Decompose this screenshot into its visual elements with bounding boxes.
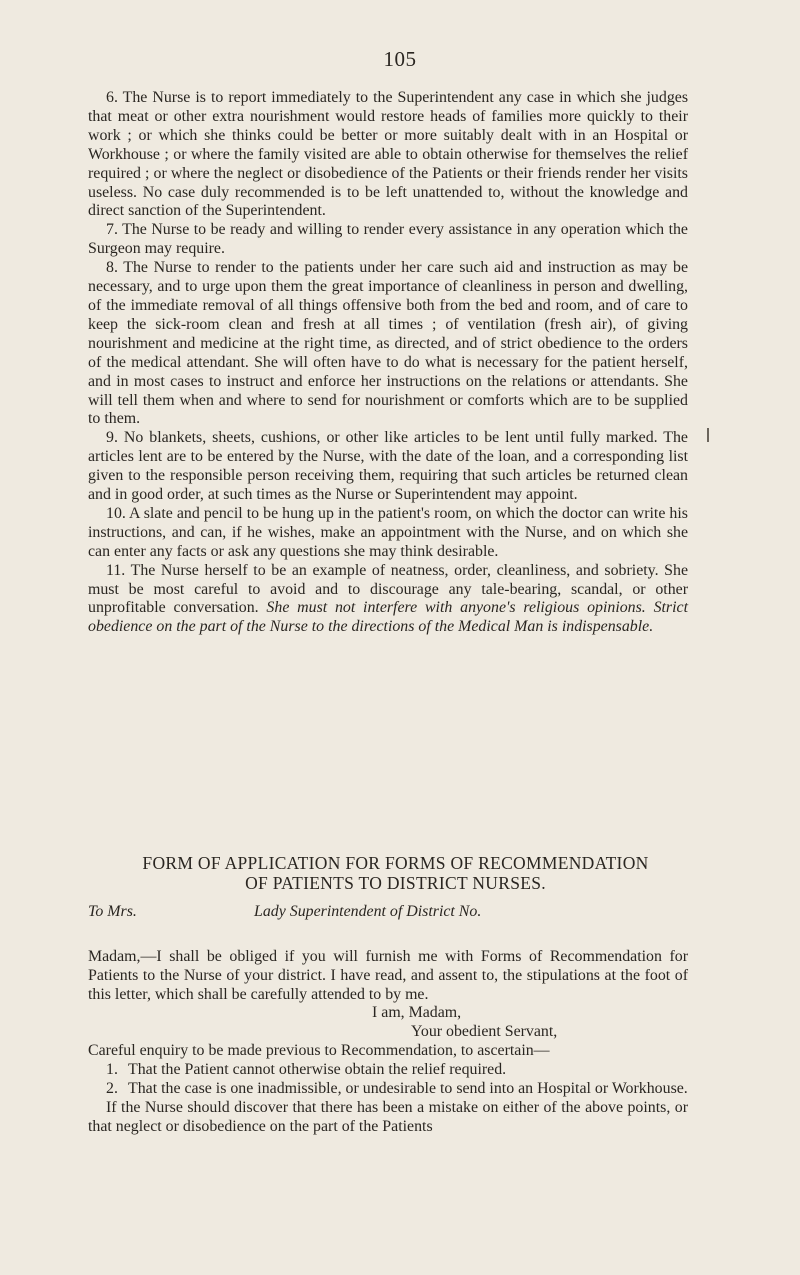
- condition-number: 1.: [106, 1060, 118, 1078]
- rule-text: The Nurse herself to be an example of neatness, order, cleanliness, and sobriety. She must be most careful to avoid and to discourage any tale-bearing, scandal, or other unprofitable conversation.: [88, 561, 689, 617]
- enquiry-intro: Careful enquiry to be made previous to Recommendation, to ascertain—: [88, 1042, 550, 1059]
- rule-text: A slate and pencil to be hung up in the patient's room, on which the doctor can write his instructions, and can, if he wishes, make an appointment with the Nurse, and on which she can enter any facts or ask any questions she may think desirable.: [88, 504, 688, 560]
- closing-line-1: I am, Madam,: [372, 1004, 462, 1021]
- enquiry-section: [88, 1042, 688, 1137]
- rule-number: 9.: [106, 429, 118, 447]
- closing-line-2: Your obedient Servant,: [411, 1023, 558, 1040]
- form-title: [88, 853, 703, 893]
- rule-text: The Nurse is to report immediately to the Superintendent any case in which she judges that meat or other extra nourishment would restore heads of families more quickly to their work ; or which she thinks could be better or more suitably dealt with in an Hospital or Workhouse ; or where the family visited are able to obtain otherwise for themselves the relief required ; or where the neglect or disobedience of the Patients or their friends render her visits useless. No case duly recommended is to be left unattended to, without the knowledge and direct sanction of the Superintendent.: [88, 89, 689, 220]
- letter-paragraph: Madam,—I shall be obliged if you will furnish me with Forms of Recommendation for Patients to the Nurse of your district. I have read, and assent to, the stipulations at the foot of this letter, which shall be carefully attended to by me.: [88, 948, 688, 1003]
- rule-10: [88, 505, 688, 562]
- condition-text: That the Patient cannot otherwise obtain the relief required.: [128, 1060, 507, 1078]
- letter-body: [88, 948, 688, 1005]
- rule-number: 7.: [106, 221, 118, 239]
- form-title-line-1: FORM OF APPLICATION FOR FORMS OF RECOMMENDATION: [142, 853, 649, 873]
- conditions-list: [88, 1061, 688, 1099]
- rule-8: [88, 259, 688, 429]
- rule-number: 8.: [106, 259, 118, 277]
- rule-italic-text: She must not interfere with anyone's religious opinions. Strict obedience on the part of the Nurse to the directions of the Medical Man is indispensable.: [88, 599, 688, 636]
- rule-number: 11.: [106, 561, 126, 579]
- to-label: To Mrs.: [88, 903, 137, 920]
- rule-text: No blankets, sheets, cushions, or other like articles to be lent until fully marked. The articles lent are to be entered by the Nurse, with the date of the loan, and a corresponding list given to the responsible person receiving them, requiring that such articles be returned clean and in good order, at such times as the Nurse or Superintendent may appoint.: [88, 429, 688, 504]
- rule-11: [88, 562, 688, 638]
- condition-number: 2.: [106, 1079, 118, 1097]
- rule-6: [88, 89, 688, 221]
- rule-text: The Nurse to render to the patients under her care such aid and instruction as may be necessary, and to urge upon them the great importance of cleanliness in person and dwelling, of the immediate removal of all things offensive both from the bed and room, and of care to keep the sick-room clean and fresh at all times ; of ventilation (fresh air), of giving nourishment and medicine at the right time, as directed, and of strict obedience to the orders of the medical attendant. She will often have to do what is necessary for the patient herself, and in most cases to instruct and enforce her instructions on the relations or attendants. She will tell them when and where to send for nourishment or comforts which are to be supplied to them.: [88, 259, 689, 428]
- form-title-line-2: OF PATIENTS TO DISTRICT NURSES.: [245, 873, 546, 893]
- condition-text: That the case is one inadmissible, or undesirable to send into an Hospital or Workhouse.: [128, 1079, 688, 1097]
- rule-number: 10.: [106, 504, 126, 522]
- final-paragraph: If the Nurse should discover that there has been a mistake on either of the above points, or that neglect or disobedience on the part of the Patients: [88, 1098, 688, 1135]
- address-line: [88, 903, 688, 921]
- rule-7: [88, 221, 688, 259]
- condition-item: [88, 1080, 688, 1099]
- rule-number: 6.: [106, 89, 118, 106]
- superintendent-label: Lady Superintendent of District No.: [254, 903, 482, 920]
- nurse-rules: [88, 89, 688, 637]
- rule-text: The Nurse to be ready and willing to render every assistance in any operation which the Surgeon may require.: [88, 221, 688, 258]
- margin-mark: [707, 428, 709, 442]
- page-number: 105: [383, 47, 417, 71]
- condition-item: [88, 1061, 688, 1080]
- rule-9: [88, 429, 688, 505]
